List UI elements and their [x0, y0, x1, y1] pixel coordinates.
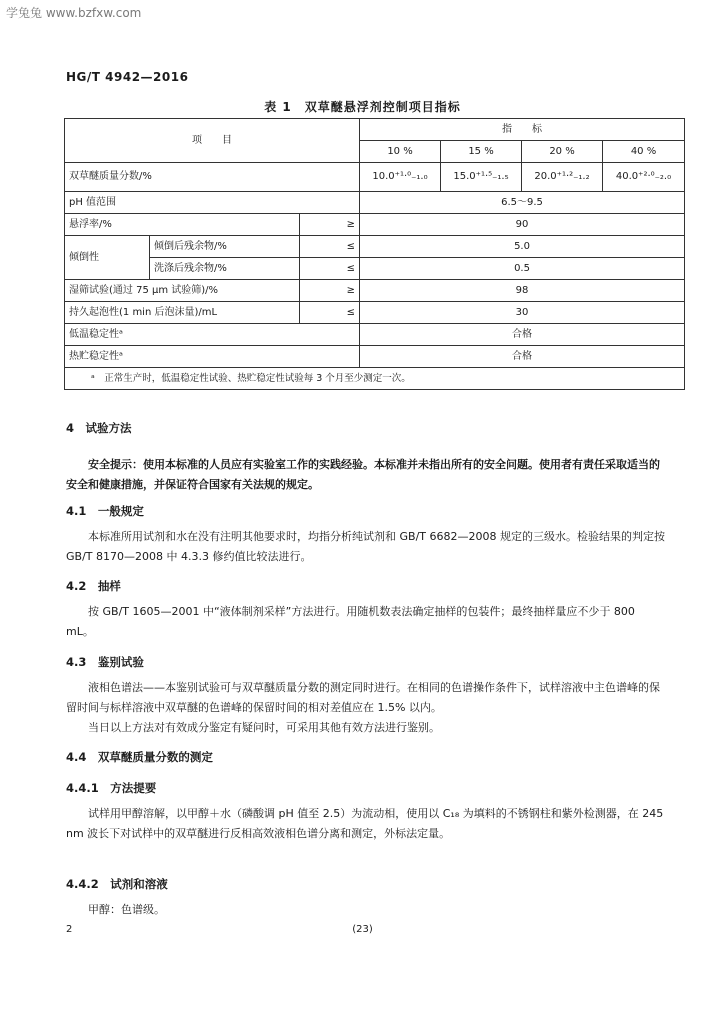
table-row — [65, 280, 685, 302]
section-43-text: 液相色谱法——本鉴别试验可与双草醚质量分数的测定同时进行。在相同的色谱操作条件下，试样溶液中主色谱峰的保留时间与标样溶液中双草醚的色谱峰的保留时间的相对差值应在 1.5% 以内。 当日以上方法对有效成分鉴定有疑问时，可采用其他有效方法进行鉴别。 — [66, 681, 660, 734]
conc-cell: 15 % — [441, 141, 522, 163]
page-number-center: (23) — [352, 924, 373, 935]
row-value: 30 — [360, 302, 685, 324]
section-42-text: 按 GB/T 1605—2001 中“液体制剂采样”方法进行。用随机数表法确定抽样的包装件；最终抽样量应不少于 800 mL。 — [66, 605, 635, 638]
section-41-title: 4.1 一般规定 — [66, 504, 144, 518]
row-value: 合格 — [360, 324, 685, 346]
standard-number: HG/T 4942—2016 — [66, 70, 189, 84]
content-cell: 40.0⁺²·⁰₋₂.₀ — [603, 163, 685, 192]
table-row — [65, 163, 685, 192]
table-row — [65, 302, 685, 324]
row-value: 90 — [360, 214, 685, 236]
row-value: 6.5～9.5 — [360, 192, 685, 214]
row-label: 湿筛试验(通过 75 μm 试验筛)/% — [65, 280, 300, 302]
table-header-row — [65, 119, 685, 141]
table-note: ᵃ 正常生产时，低温稳定性试验、热贮稳定性试验每 3 个月至少测定一次。 — [65, 368, 685, 390]
row-label: 热贮稳定性ᵃ — [65, 346, 360, 368]
conc-cell: 20 % — [522, 141, 603, 163]
row-operator: ≤ — [300, 258, 360, 280]
safety-note: 安全提示：使用本标准的人员应有实验室工作的实践经验。本标准并未指出所有的安全问题。使用者有责任采取适当的安全和健康措施，并保证符合国家有关法规的规定。 — [66, 458, 660, 491]
content-cell: 10.0⁺¹·⁰₋₁.₀ — [360, 163, 441, 192]
table-row — [65, 236, 685, 258]
row-operator: ≤ — [300, 236, 360, 258]
section-442-text: 甲醇：色谱级。 — [88, 903, 165, 916]
table-row — [65, 346, 685, 368]
table-row — [65, 214, 685, 236]
table-caption: 表 1 双草醚悬浮剂控制项目指标 — [264, 100, 461, 114]
header-index: 指 标 — [360, 119, 685, 141]
table-row — [65, 324, 685, 346]
section-4-title: 4 试验方法 — [66, 421, 132, 435]
indicator-table — [64, 118, 685, 390]
row-label: 低温稳定性ᵃ — [65, 324, 360, 346]
row-value: 合格 — [360, 346, 685, 368]
section-442-title: 4.4.2 试剂和溶液 — [66, 877, 168, 891]
row-sublabel: 倾倒后残余物/% — [150, 236, 300, 258]
row-sublabel: 洗涤后残余物/% — [150, 258, 300, 280]
page-number: 2 — [66, 924, 73, 935]
row-value: 0.5 — [360, 258, 685, 280]
row-label: 持久起泡性(1 min 后泡沫量)/mL — [65, 302, 300, 324]
conc-cell: 10 % — [360, 141, 441, 163]
table-row — [65, 192, 685, 214]
row-label: pH 值范围 — [65, 192, 360, 214]
row-value: 5.0 — [360, 236, 685, 258]
section-43-title: 4.3 鉴别试验 — [66, 655, 144, 669]
row-operator: ≥ — [300, 280, 360, 302]
row-label: 悬浮率/% — [65, 214, 300, 236]
section-44-title: 4.4 双草醚质量分数的测定 — [66, 750, 213, 764]
row-label: 双草醚质量分数/% — [65, 163, 360, 192]
table-note-row — [65, 368, 685, 390]
section-441-title: 4.4.1 方法提要 — [66, 781, 157, 795]
conc-cell: 40 % — [603, 141, 685, 163]
header-item: 项 目 — [65, 119, 360, 163]
row-operator: ≥ — [300, 214, 360, 236]
row-operator: ≤ — [300, 302, 360, 324]
section-41-text: 本标准所用试剂和水在没有注明其他要求时，均指分析纯试剂和 GB/T 6682—2008 规定的三级水。检验结果的判定按 GB/T 8170—2008 中 4.3.3 修约值比较法进行。 — [66, 530, 665, 563]
content-cell: 15.0⁺¹·⁵₋₁.₅ — [441, 163, 522, 192]
row-value: 98 — [360, 280, 685, 302]
section-441-text: 试样用甲醇溶解，以甲醇＋水（磷酸调 pH 值至 2.5）为流动相，使用以 C₁₈ 为填料的不锈钢柱和紫外检测器，在 245 nm 波长下对试样中的双草醚进行反相高效液相色谱分离和测定，外标法定量。 — [66, 807, 664, 840]
row-label: 倾倒性 — [65, 236, 150, 280]
content-cell: 20.0⁺¹·²₋₁.₂ — [522, 163, 603, 192]
section-42-title: 4.2 抽样 — [66, 579, 121, 593]
watermark: 学兔兔 www.bzfxw.com — [6, 6, 142, 20]
table-row — [65, 258, 685, 280]
